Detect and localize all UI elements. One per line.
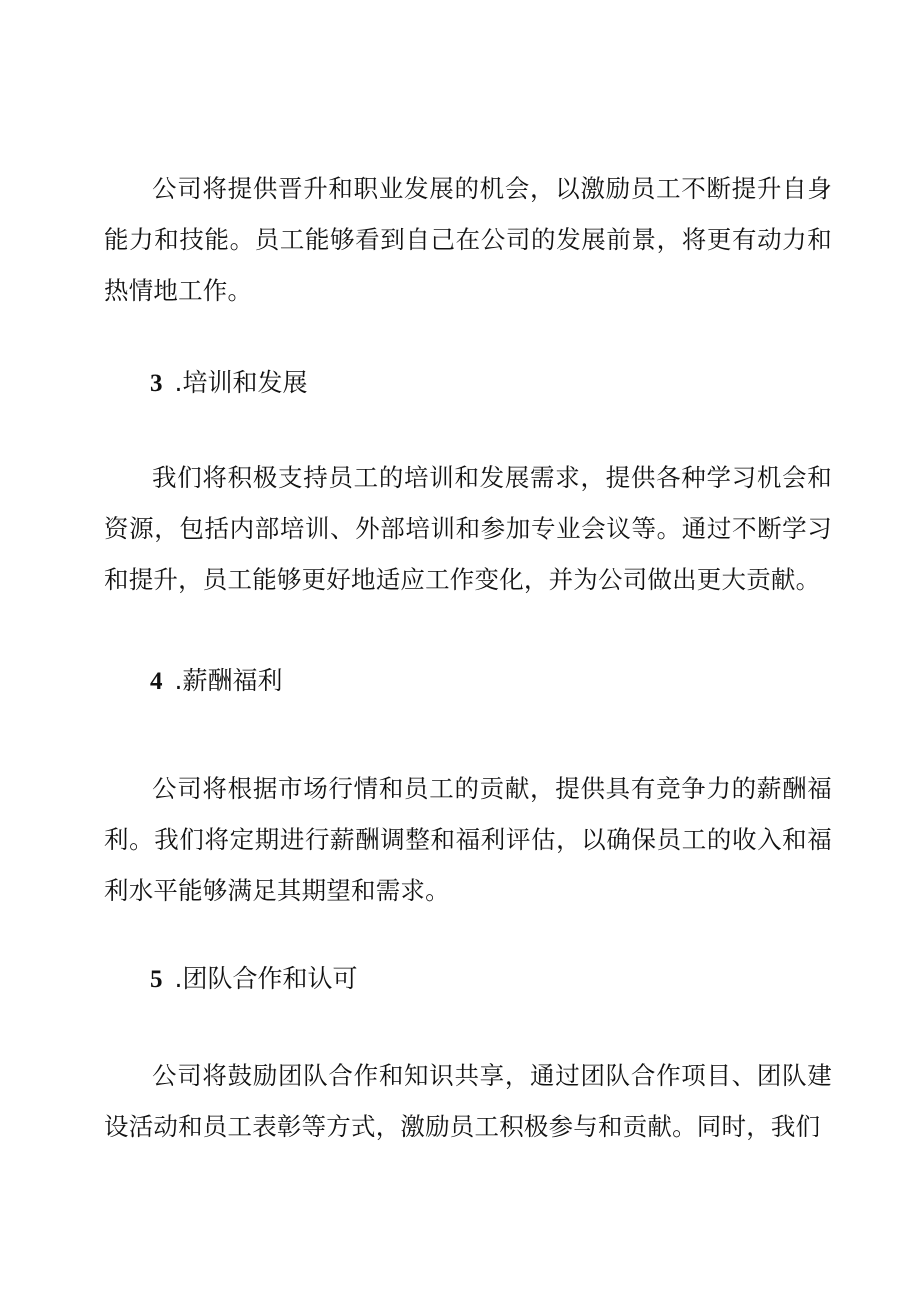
paragraph-career-development: 公司将提供晋升和职业发展的机会，以激励员工不断提升自身能力和技能。员工能够看到自己在公司的发展前景，将更有动力和热情地工作。 <box>104 174 832 305</box>
section-number: 5 <box>150 966 163 993</box>
section-heading-teamwork <box>150 962 357 997</box>
section-title: .团队合作和认可 <box>174 964 358 993</box>
section-heading-training <box>150 366 307 401</box>
section-title: .薪酬福利 <box>174 666 283 695</box>
paragraph-compensation: 公司将根据市场行情和员工的贡献，提供具有竞争力的薪酬福利。我们将定期进行薪酬调整和福利评估，以确保员工的收入和福利水平能够满足其期望和需求。 <box>104 774 832 905</box>
section-title: .培训和发展 <box>174 368 308 397</box>
paragraph-training: 我们将积极支持员工的培训和发展需求，提供各种学习机会和资源，包括内部培训、外部培训和参加专业会议等。通过不断学习和提升，员工能够更好地适应工作变化，并为公司做出更大贡献。 <box>104 463 832 594</box>
section-number: 4 <box>150 668 163 695</box>
section-number: 3 <box>150 370 163 397</box>
paragraph-teamwork: 公司将鼓励团队合作和知识共享，通过团队合作项目、团队建设活动和员工表彰等方式，激励员工积极参与和贡献。同时，我们 <box>104 1061 832 1141</box>
section-heading-compensation <box>150 664 282 699</box>
